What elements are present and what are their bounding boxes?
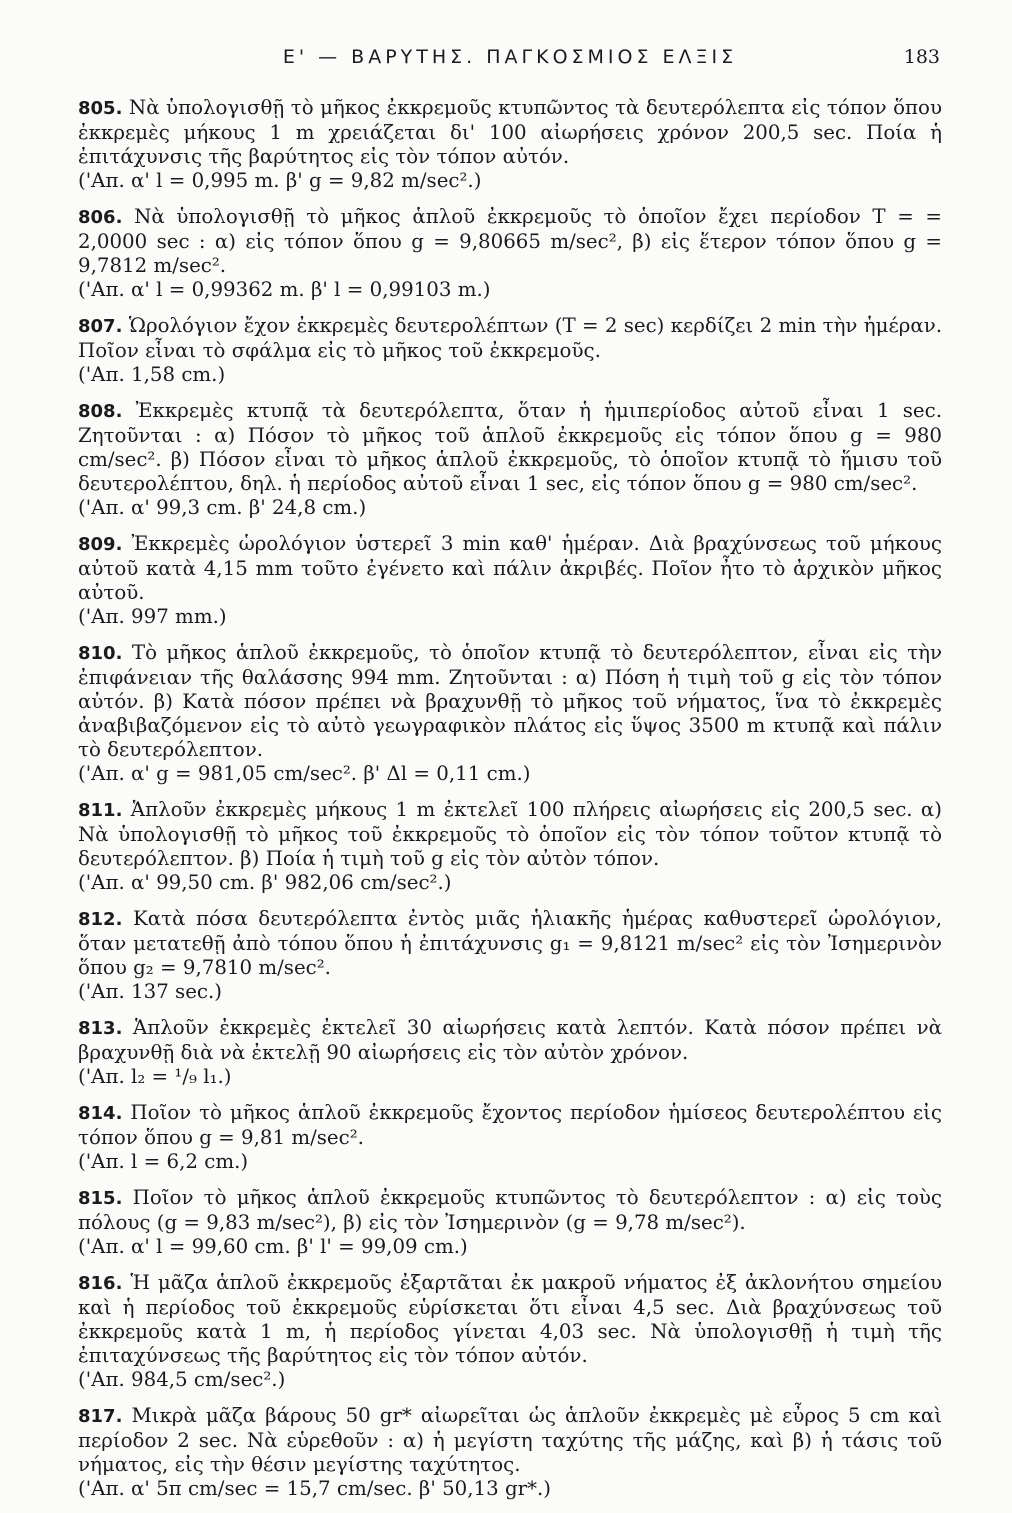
problem-number: 816. <box>78 1273 123 1294</box>
problem-statement <box>78 907 942 980</box>
page-number: 183 <box>903 46 940 68</box>
problem-item <box>78 532 942 629</box>
problem-statement <box>78 641 942 762</box>
problem-text: Ποῖον τὸ μῆκος ἁπλοῦ ἐκκρεμοῦς κτυπῶντος τὸ δευτερόλεπτον : α) εἰς τοὺς πόλους (g = 9,83 m/sec²), β) εἰς τὸν Ἰσημερινὸν (g = 9,78 m/sec²). <box>78 1186 942 1234</box>
problem-number: 808. <box>78 401 123 422</box>
problem-answer: ('Απ. 997 mm.) <box>78 605 227 628</box>
problem-item <box>78 314 942 387</box>
problem-text: Ἁπλοῦν ἐκκρεμὲς ἐκτελεῖ 30 αἰωρήσεις κατὰ λεπτόν. Κατὰ πόσον πρέπει νὰ βραχυνθῇ διὰ νὰ ἐκτελῇ 90 αἰωρήσεις εἰς τὸν αὐτὸν χρόνον. <box>78 1016 942 1064</box>
problem-statement <box>78 1101 942 1150</box>
problem-number: 805. <box>78 98 123 119</box>
problem-number: 813. <box>78 1018 123 1039</box>
problem-text: Νὰ ὑπολογισθῇ τὸ μῆκος ἐκκρεμοῦς κτυπῶντος τὰ δευτερόλεπτα εἰς τόπον ὅπου ἐκκρεμὲς μήκους 1 m χρειάζεται δι' 100 αἰωρήσεις χρόνον 200,5 sec. Ποία ἡ ἐπιτάχυνσις τῆς βαρύτητος εἰς τὸν τόπον αὐτόν. <box>78 96 942 168</box>
problem-item <box>78 399 942 520</box>
problem-number: 810. <box>78 643 123 664</box>
problem-item <box>78 205 942 302</box>
problem-text: Νὰ ὑπολογισθῇ τὸ μῆκος ἁπλοῦ ἐκκρεμοῦς τὸ ὁποῖον ἔχει περίοδον Τ = = 2,0000 sec : α) εἰς τόπον ὅπου g = 9,80665 m/sec², β) εἰς ἕτερον τόπον ὅπου g = 9,7812 m/sec². <box>78 205 943 277</box>
problem-answer: ('Απ. α' l = 0,995 m. β' g = 9,82 m/sec².) <box>78 169 482 192</box>
problem-number: 811. <box>78 800 123 821</box>
problem-item <box>78 798 942 895</box>
problem-statement <box>78 399 942 496</box>
problem-text: Ποῖον τὸ μῆκος ἁπλοῦ ἐκκρεμοῦς ἔχοντος περίοδον ἡμίσεος δευτερολέπτου εἰς τόπον ὅπου g = 9,81 m/sec². <box>78 1101 942 1149</box>
problem-item <box>78 641 942 786</box>
problem-answer: ('Απ. 984,5 cm/sec².) <box>78 1368 286 1391</box>
problem-list <box>78 96 942 1513</box>
problem-statement <box>78 96 942 169</box>
problem-item <box>78 907 942 1004</box>
problem-number: 806. <box>78 207 123 228</box>
problem-answer: ('Απ. α' g = 981,05 cm/sec². β' Δl = 0,11 cm.) <box>78 762 531 785</box>
problem-number: 807. <box>78 316 123 337</box>
problem-answer: ('Απ. l₂ = ¹/₉ l₁.) <box>78 1065 232 1088</box>
problem-text: Ἐκκρεμὲς ὡρολόγιον ὑστερεῖ 3 min καθ' ἡμέραν. Διὰ βραχύνσεως τοῦ μήκους αὐτοῦ κατὰ 4,15 mm τοῦτο ἐγένετο καὶ πάλιν ἀκριβές. Ποῖον ἦτο τὸ ἀρχικὸν μῆκος αὐτοῦ. <box>78 532 943 604</box>
problem-text: Κατὰ πόσα δευτερόλεπτα ἐντὸς μιᾶς ἡλιακῆς ἡμέρας καθυστερεῖ ὡρολόγιον, ὅταν μετατεθῇ ἀπὸ τόπου ὅπου ἡ ἐπιτάχυνσις g₁ = 9,8121 m/sec² εἰς τὸν Ἰσημερινὸν ὅπου g₂ = 9,7810 m/sec². <box>78 907 942 979</box>
problem-item <box>78 1016 942 1089</box>
chapter-title: Ε' — ΒΑΡΥΤΗΣ. ΠΑΓΚΟΣΜΙΟΣ ΕΛΞΙΣ <box>282 46 738 68</box>
problem-answer: ('Απ. 137 sec.) <box>78 980 223 1003</box>
problem-text: Ἁπλοῦν ἐκκρεμὲς μήκους 1 m ἐκτελεῖ 100 πλήρεις αἰωρήσεις εἰς 200,5 sec. α) Νὰ ὑπολογισθῇ τὸ μῆκος τοῦ ἐκκρεμοῦς τὸ ὁποῖον εἰς τὸν τόπον τοῦτον κτυπᾷ τὸ δευτερόλεπτον. β) Ποία ἡ τιμὴ τοῦ g εἰς τὸν αὐτὸν τόπον. <box>78 798 943 870</box>
problem-statement <box>78 798 942 871</box>
problem-answer: ('Απ. l = 6,2 cm.) <box>78 1150 249 1173</box>
problem-text: Τὸ μῆκος ἁπλοῦ ἐκκρεμοῦς, τὸ ὁποῖον κτυπᾷ τὸ δευτερόλεπτον, εἶναι εἰς τὴν ἐπιφάνειαν τῆς θαλάσσης 994 mm. Ζητοῦνται : α) Πόση ἡ τιμὴ τοῦ g εἰς τὸν τόπον αὐτόν. β) Κατὰ πόσον πρέπει νὰ βραχυνθῇ τὸ μῆκος τοῦ νήματος, ἵνα τὸ ἐκκρεμὲς ἀναβιβαζόμενον εἰς τὸ αὐτὸ γεωγραφικὸν πλάτος εἰς ὕψος 3500 m κτυπᾷ καὶ πάλιν τὸ δευτερόλεπτον. <box>78 641 942 761</box>
problem-text: Μικρὰ μᾶζα βάρους 50 gr* αἰωρεῖται ὡς ἁπλοῦν ἐκκρεμὲς μὲ εὖρος 5 cm καὶ περίοδον 2 sec. Νὰ εὑρεθοῦν : α) ἡ μεγίστη ταχύτης τῆς μάζης, καὶ β) ἡ τάσις τοῦ νήματος, εἰς τὴν θέσιν μεγίστης ταχύτητος. <box>78 1404 942 1476</box>
problem-item <box>78 1186 942 1259</box>
problem-statement <box>78 1186 942 1235</box>
problem-answer: ('Απ. α' l = 99,60 cm. β' l' = 99,09 cm.) <box>78 1235 468 1258</box>
problem-answer: ('Απ. α' l = 0,99362 m. β' l = 0,99103 m.) <box>78 278 491 301</box>
problem-item <box>78 1404 942 1501</box>
problem-text: Ὡρολόγιον ἔχον ἐκκρεμὲς δευτερολέπτων (Τ = 2 sec) κερδίζει 2 min τὴν ἡμέραν. Ποῖον εἶναι τὸ σφάλμα εἰς τὸ μῆκος τοῦ ἐκκρεμοῦς. <box>78 314 943 362</box>
problem-text: Ἐκκρεμὲς κτυπᾷ τὰ δευτερόλεπτα, ὅταν ἡ ἡμιπερίοδος αὐτοῦ εἶναι 1 sec. Ζητοῦνται : α) Πόσον τὸ μῆκος τοῦ ἁπλοῦ ἐκκρεμοῦς εἰς τόπον ὅπου g = 980 cm/sec². β) Πόσον εἶναι τὸ μῆκος ἁπλοῦ ἐκκρεμοῦς, τὸ ὁποῖον κτυπᾷ τὸ ἥμισυ τοῦ δευτερολέπτου, δηλ. ἡ περίοδος αὐτοῦ εἶναι 1 sec, εἰς τόπον ὅπου g = 980 cm/sec². <box>78 399 942 495</box>
problem-number: 814. <box>78 1103 123 1124</box>
problem-statement <box>78 1404 942 1477</box>
problem-statement <box>78 1271 942 1368</box>
problem-number: 815. <box>78 1188 123 1209</box>
problem-answer: ('Απ. α' 99,50 cm. β' 982,06 cm/sec².) <box>78 871 452 894</box>
problem-statement <box>78 205 942 278</box>
problem-answer: ('Απ. 1,58 cm.) <box>78 363 226 386</box>
running-header <box>80 44 940 76</box>
problem-number: 809. <box>78 534 123 555</box>
problem-statement <box>78 532 942 605</box>
problem-number: 817. <box>78 1406 123 1427</box>
problem-number: 812. <box>78 909 123 930</box>
problem-text: Ἡ μᾶζα ἁπλοῦ ἐκκρεμοῦς ἐξαρτᾶται ἐκ μακροῦ νήματος ἐξ ἀκλονήτου σημείου καὶ ἡ περίοδος τοῦ ἐκκρεμοῦς εὑρίσκεται ὅτι εἶναι 4,5 sec. Διὰ βραχύνσεως τοῦ ἐκκρεμοῦς κατὰ 1 m, ἡ περίοδος γίνεται 4,03 sec. Νὰ ὑπολογισθῇ ἡ τιμὴ τῆς ἐπιταχύνσεως τῆς βαρύτητος εἰς τὸν τόπον αὐτόν. <box>78 1271 942 1367</box>
problem-answer: ('Απ. α' 5π cm/sec = 15,7 cm/sec. β' 50,13 gr*.) <box>78 1477 552 1500</box>
problem-item <box>78 1271 942 1392</box>
problem-item <box>78 96 942 193</box>
problem-item <box>78 1101 942 1174</box>
problem-statement <box>78 1016 942 1065</box>
problem-statement <box>78 314 942 363</box>
problem-answer: ('Απ. α' 99,3 cm. β' 24,8 cm.) <box>78 496 367 519</box>
